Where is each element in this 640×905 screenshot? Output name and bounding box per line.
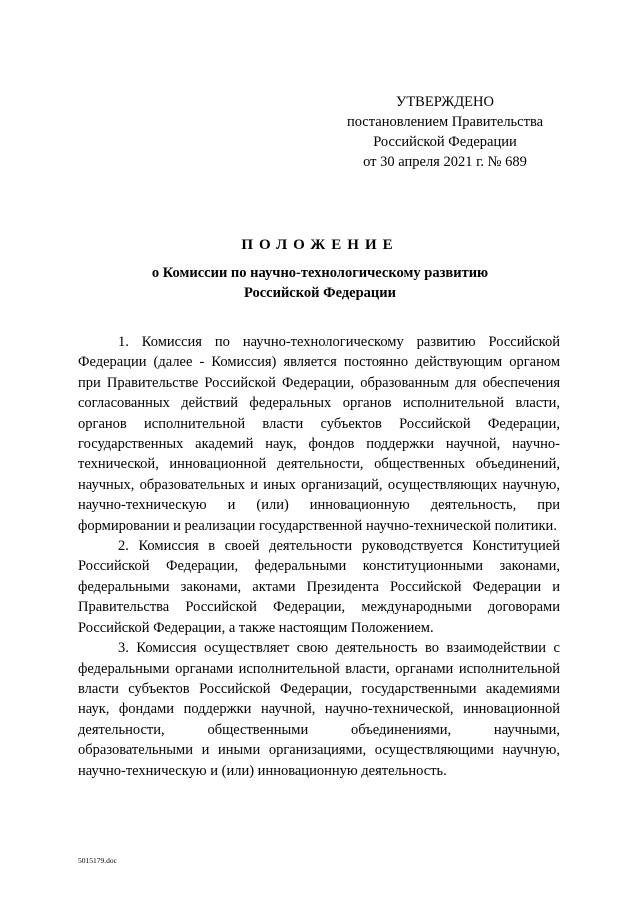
approval-line-country: Российской Федерации [373,134,517,150]
document-title: ПОЛОЖЕНИЕ [241,237,399,253]
subtitle-line-1: о Комиссии по научно-технологическому развитию [151,265,489,281]
approval-heading: УТВЕРЖДЕНО [396,94,494,110]
document-subtitle [80,263,560,303]
paragraph-2: 2. Комиссия в своей деятельности руководствуется Конституцией Российской Федерации, федеральными конституционными законами, федеральными законами, актами Президента Российской Федерации и Правительства Российской Федерации, международными договорами Российской Федерации, а также настоящим Положением. [78,538,560,636]
file-name-footer: 5015179.doc [78,856,117,865]
document-body [78,332,560,781]
paragraph-1: 1. Комиссия по научно-технологическому развитию Российской Федерации (далее - Комиссия) является постоянно действующим органом при Правительстве Российской Федерации, образованным для обеспечения согласованных действий федеральных органов исполнительной власти, органов исполнительной власти субъектов Российской Федерации, государственных академий наук, фондов поддержки научной, научно-технической, инновационной деятельности, общественных объединений, научных, образовательных и иных организаций, осуществляющих научную, научно-техническую и (или) инновационную деятельность, при формировании и реализации государственной научно-технической политики. [78,334,560,534]
subtitle-line-2: Российской Федерации [243,285,396,301]
approval-line-date: от 30 апреля 2021 г. № 689 [363,154,527,170]
approval-block [330,92,560,172]
paragraph-3: 3. Комиссия осуществляет свою деятельность во взаимодействии с федеральными органами исполнительной власти, органами исполнительной власти субъектов Российской Федерации, государственными академиями наук, фондами поддержки научной, научно-технической, инновационной деятельности, общественными объединениями, научными, образовательными и иными организациями, осуществляющими научную, научно-техническую и (или) инновационную деятельность. [78,640,560,779]
approval-line-decree: постановлением Правительства [346,114,544,130]
